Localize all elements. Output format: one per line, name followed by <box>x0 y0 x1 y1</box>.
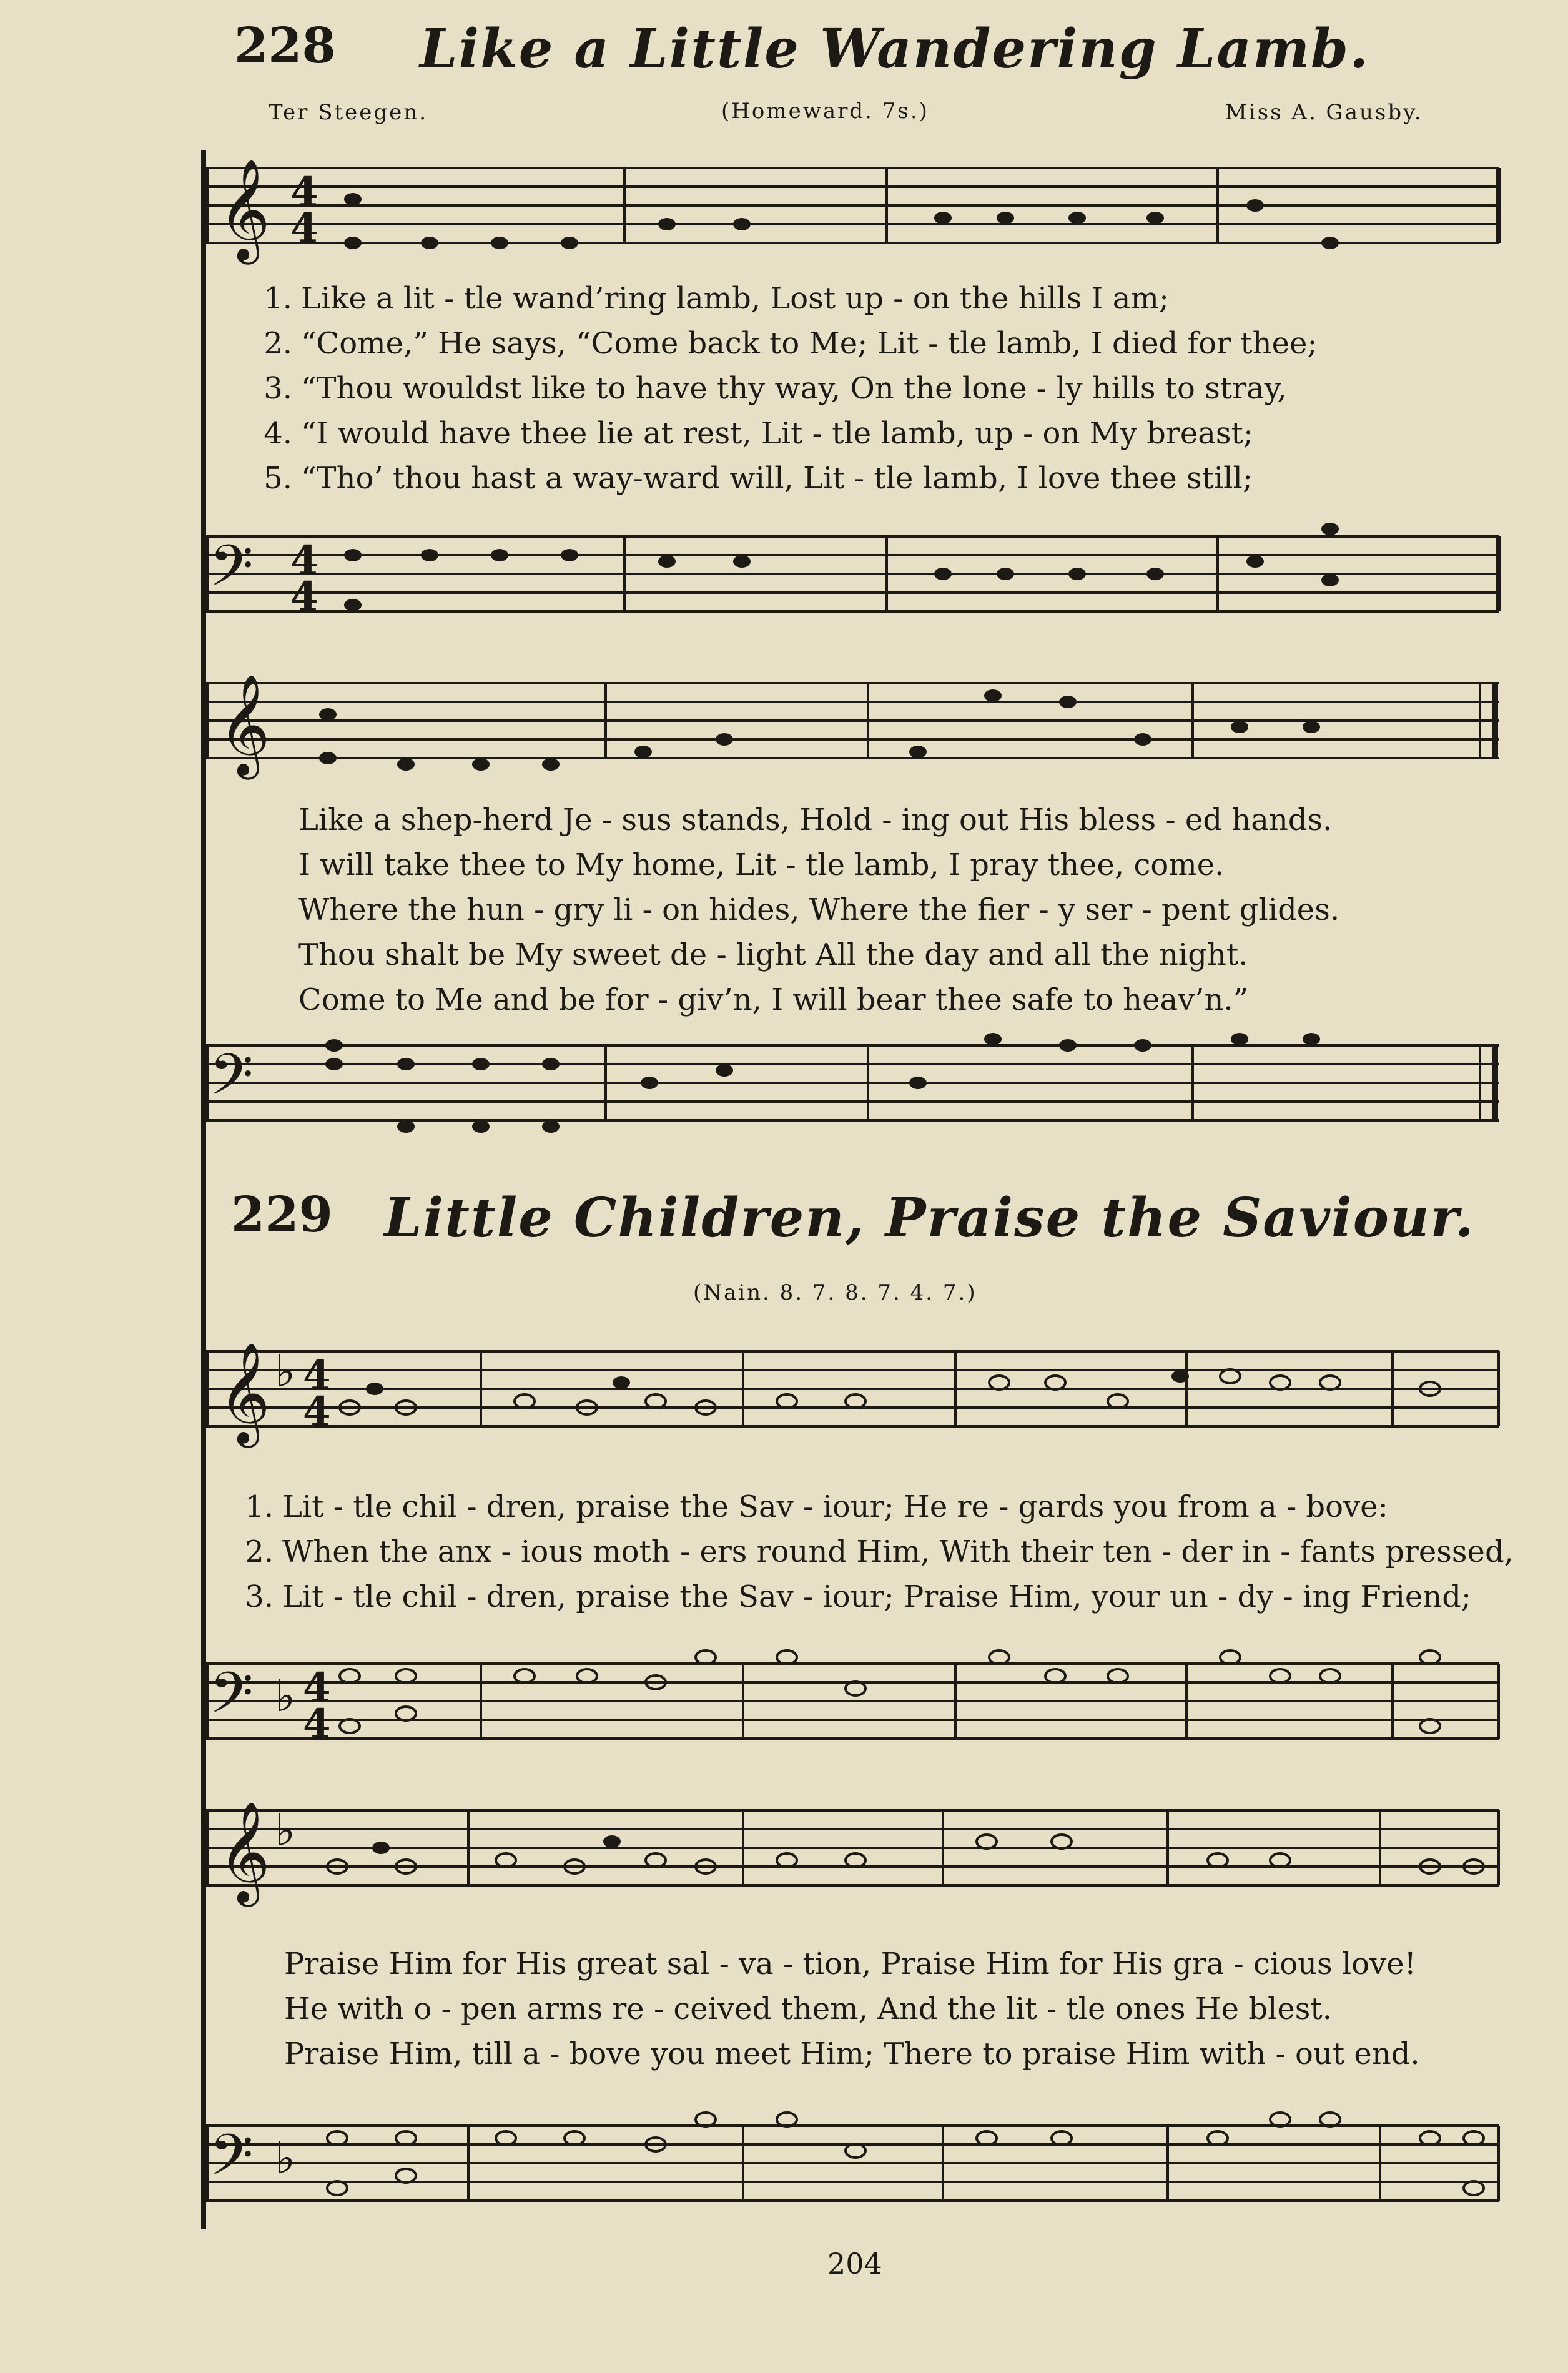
svg-text:♭: ♭ <box>275 2133 296 2184</box>
svg-text:𝄞: 𝄞 <box>219 674 270 776</box>
hymn-228-treble-staff-2 <box>206 674 1505 787</box>
hymn-229-number: 229 <box>231 1186 333 1243</box>
svg-text:𝄢: 𝄢 <box>209 1042 254 1122</box>
hymn-228-verse-3-line-2: Where the hun - gry li - on hides, Where the fier - y ser - pent glides. <box>298 892 1340 927</box>
svg-text:4: 4 <box>303 1700 331 1747</box>
hymn-229-verse-2-line-1: 2. When the anx - ious moth - ers round Him, With their ten - der in - fants pressed, <box>245 1534 1514 1569</box>
hymn-229-title: Little Children, Praise the Saviour. <box>384 1186 1475 1250</box>
svg-text:𝄞: 𝄞 <box>219 159 270 260</box>
hymn-228-verse-1-line-1: 1. Like a lit - tle wand’ring lamb, Lost up - on the hills I am; <box>264 281 1170 316</box>
hymn-228-treble-staff-1 <box>206 159 1505 272</box>
hymn-229-treble-staff-1 <box>206 1342 1505 1455</box>
hymn-228-verse-4-line-1: 4. “I would have thee lie at rest, Lit - tle lamb, up - on My breast; <box>264 416 1253 451</box>
hymn-228-tune: (Homeward. 7s.) <box>721 99 929 124</box>
hymn-229-verse-1-line-2: Praise Him for His great sal - va - tion, Praise Him for His gra - cious love! <box>284 1946 1416 1981</box>
hymn-229-bass-staff-2 <box>206 2123 1505 2229</box>
svg-text:♭: ♭ <box>275 1670 296 1722</box>
svg-text:𝄢: 𝄢 <box>209 533 254 613</box>
hymn-228-verse-1-line-2: Like a shep-herd Je - sus stands, Hold - ing out His bless - ed hands. <box>298 802 1333 837</box>
hymn-229-bass-staff-1 <box>206 1661 1505 1767</box>
svg-text:4: 4 <box>290 169 318 215</box>
svg-text:4: 4 <box>290 573 318 620</box>
svg-text:4: 4 <box>303 1388 331 1435</box>
svg-text:4: 4 <box>303 1664 331 1711</box>
page-border-line <box>201 150 206 2229</box>
svg-text:♭: ♭ <box>275 1346 296 1397</box>
hymn-228-bass-staff-2 <box>206 1043 1505 1149</box>
svg-text:4: 4 <box>303 1352 331 1399</box>
hymn-228-number: 228 <box>234 17 336 74</box>
svg-text:𝄢: 𝄢 <box>209 2122 254 2202</box>
hymn-228-verse-4-line-2: Thou shalt be My sweet de - light All the day and all the night. <box>298 937 1248 972</box>
hymn-229-verse-1-line-1: 1. Lit - tle chil - dren, praise the Sav - iour; He re - gards you from a - bove: <box>245 1489 1388 1524</box>
svg-text:𝄞: 𝄞 <box>219 1342 270 1444</box>
hymn-228-verse-5-line-2: Come to Me and be for - giv’n, I will bear thee safe to heav’n.” <box>298 982 1249 1017</box>
page-number: 204 <box>827 2247 882 2281</box>
hymn-228-verse-2-line-1: 2. “Come,” He says, “Come back to Me; Lit - tle lamb, I died for thee; <box>264 326 1318 361</box>
svg-text:𝄢: 𝄢 <box>209 1660 254 1740</box>
hymn-229-tune: (Nain. 8. 7. 8. 7. 4. 7.) <box>693 1280 977 1305</box>
svg-text:♭: ♭ <box>275 1805 296 1856</box>
hymn-229-verse-2-line-2: He with o - pen arms re - ceived them, And the lit - tle ones He blest. <box>284 1991 1332 2026</box>
svg-text:4: 4 <box>290 537 318 584</box>
hymn-228-author: Ter Steegen. <box>269 100 428 125</box>
hymn-228-bass-staff-1 <box>206 534 1505 640</box>
hymn-228-title: Like a Little Wandering Lamb. <box>420 17 1370 81</box>
hymn-228-verse-2-line-2: I will take thee to My home, Lit - tle lamb, I pray thee, come. <box>298 847 1225 882</box>
hymn-229-treble-staff-2 <box>206 1801 1505 1914</box>
hymn-229-verse-3-line-2: Praise Him, till a - bove you meet Him; There to praise Him with - out end. <box>284 2036 1420 2071</box>
hymn-228-verse-5-line-1: 5. “Tho’ thou hast a way-ward will, Lit - tle lamb, I love thee still; <box>264 461 1253 496</box>
hymn-228-verse-3-line-1: 3. “Thou wouldst like to have thy way, On the lone - ly hills to stray, <box>264 371 1287 406</box>
hymn-229-verse-3-line-1: 3. Lit - tle chil - dren, praise the Sav - iour; Praise Him, your un - dy - ing Friend; <box>245 1579 1472 1614</box>
hymn-228-composer: Miss A. Gausby. <box>1225 100 1423 125</box>
svg-text:4: 4 <box>290 205 318 252</box>
svg-text:𝄞: 𝄞 <box>219 1801 270 1903</box>
